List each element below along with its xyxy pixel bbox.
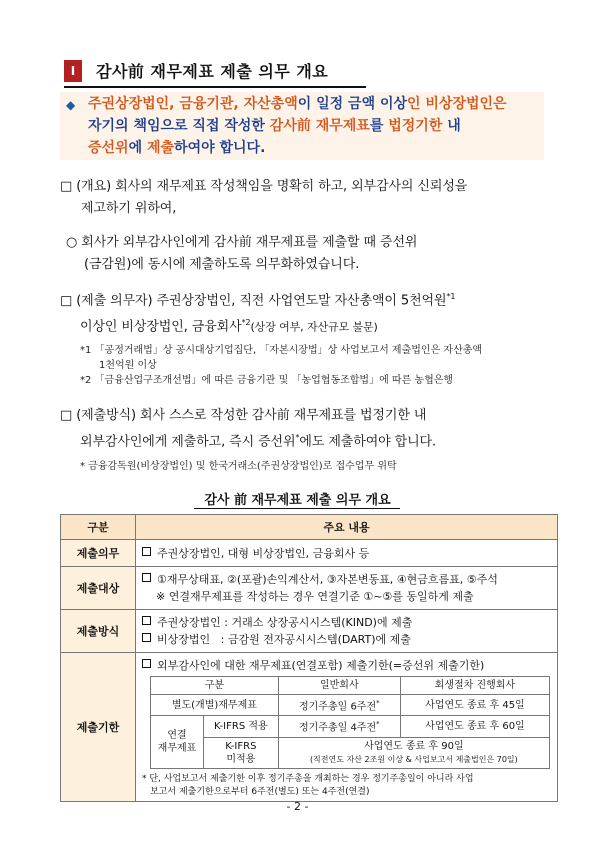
table-row xyxy=(61,540,558,567)
obligor-line: □ (제출 의무자) 주권상장법인, 직전 사업연도말 자산총액이 5천억원 xyxy=(60,293,447,309)
summary-segment: 인 비상장법인은 xyxy=(407,96,507,112)
row-category: 제출방식 xyxy=(61,610,136,653)
table-header-row xyxy=(61,515,558,540)
deadline-header-row xyxy=(151,677,550,695)
deadline-value: 정기주총일 4주전 xyxy=(298,722,377,734)
footnote-text: 1천억원 이상 xyxy=(99,360,157,371)
deadline-label xyxy=(204,737,279,768)
footnote-text: *2 「금융산업구조개선법」에 따른 금융기관 및 「농업협동조합법」에 따른 농협은행 xyxy=(80,375,454,386)
diamond-bullet-icon: ◆ xyxy=(66,98,76,112)
summary-segment: 를 xyxy=(369,118,389,134)
footnote-marker: *1 xyxy=(446,292,456,301)
row-text: 주권상장법인, 대형 비상장법인, 금융회사 등 xyxy=(157,546,370,560)
deadline-table xyxy=(150,676,550,769)
obligor-notes xyxy=(80,343,550,388)
footnote-marker: * xyxy=(376,699,380,707)
deadline-header: 일반회사 xyxy=(278,677,400,695)
deadline-rehab: 사업연도 종료 후 45일 xyxy=(400,695,549,716)
deadline-row xyxy=(151,716,550,737)
row-content xyxy=(136,653,558,802)
summary-segment: 내 xyxy=(442,118,461,134)
summary-table xyxy=(60,514,558,802)
deadline-rehab: 사업연도 종료 후 60일 xyxy=(400,716,549,737)
summary-segment: 에 xyxy=(128,140,147,156)
deadline-general xyxy=(278,716,400,737)
deadline-row xyxy=(151,695,550,716)
row-category: 제출기한 xyxy=(61,653,136,802)
deadline-row xyxy=(151,737,550,768)
checkbox-square-icon xyxy=(142,616,151,625)
section-title: 감사前 재무제표 제출 의무 개요 xyxy=(96,62,329,81)
deadline-group-text: 연결 xyxy=(167,729,187,741)
obligation-line: ○ 회사가 외부감사인에게 감사前 재무제표를 제출할 때 증선위 xyxy=(66,235,418,250)
checkbox-square-icon xyxy=(142,659,151,668)
deadline-label: K-IFRS 적용 xyxy=(204,716,279,737)
deadline-header: 구분 xyxy=(151,677,279,695)
table-row xyxy=(61,610,558,653)
deadline-general xyxy=(278,695,400,716)
page-number: - 2 - xyxy=(286,800,309,813)
row-category: 제출의무 xyxy=(61,540,136,567)
overview-line: 제고하기 위하여, xyxy=(81,201,177,216)
deadline-note: * 단, 사업보고서 제출기한 이후 정기주총을 개최하는 경우 정기주총일이 아니라 사업 xyxy=(142,773,474,784)
obligation-paragraph xyxy=(66,232,550,276)
method-line: □ (제출방식) 회사 스스로 작성한 감사前 재무제표를 법정기한 내 xyxy=(60,408,427,423)
deadline-subnote: (직전연도 자산 2조원 이상 & 사업보고서 제출법인은 70일) xyxy=(309,754,518,764)
footnote-marker: * xyxy=(295,433,300,442)
table-title: 감사 前 재무제표 제출 의무 개요 xyxy=(204,493,391,508)
row-content xyxy=(136,567,558,610)
deadline-label-text: K-IFRS xyxy=(225,740,257,752)
table-row xyxy=(61,653,558,802)
summary-segment: 이 일정 금액 이상 xyxy=(297,96,408,112)
overview-line: □ (개요) 회사의 재무제표 작성책임을 명확히 하고, 외부감사의 신뢰성을 xyxy=(60,179,468,194)
footnote-text: *1 「공정거래법」상 공시대상기업집단, 「자본시장법」상 사업보고서 제출법인은 자산총액 xyxy=(80,345,483,356)
obligor-line: (상장 여부, 자산규모 불문) xyxy=(250,320,378,334)
obligation-line: (금감원)에 동시에 제출하도록 의무화하였습니다. xyxy=(84,257,360,272)
method-line: 외부감사인에게 제출하고, 즉시 증선위 xyxy=(80,434,296,450)
footnote-marker: * xyxy=(376,720,380,729)
checkbox-square-icon xyxy=(142,547,151,556)
table-header-content: 주요 내용 xyxy=(136,515,558,540)
summary-segment: 법정기한 xyxy=(388,118,443,134)
summary-segment: 감사前 재무제표 xyxy=(269,118,370,134)
row-content xyxy=(136,610,558,653)
deadline-group-label xyxy=(151,716,204,768)
table-title-underline xyxy=(194,508,400,509)
row-text: 주권상장법인 : 거래소 상장공시시스템(KIND)에 제출 xyxy=(157,616,413,629)
summary-segment: 자기의 책임으로 직접 작성한 xyxy=(88,118,270,134)
section-underline xyxy=(64,86,366,88)
row-text: ※ 연결재무제표를 작성하는 경우 연결기준 ①~⑤를 동일하게 제출 xyxy=(156,590,474,603)
overview-paragraph xyxy=(60,176,550,220)
row-text: ①재무상태표, ②(포괄)손익계산서, ③자본변동표, ④현금흐름표, ⑤주석 xyxy=(157,573,498,586)
row-content xyxy=(136,540,558,567)
deadline-group-text: 재무제표 xyxy=(157,742,197,754)
deadline-header: 회생절차 진행회사 xyxy=(400,677,549,695)
method-line: 에도 제출하여야 합니다. xyxy=(299,434,437,450)
summary-segment: 증선위 xyxy=(88,140,129,156)
deadline-label: 별도(개별)재무제표 xyxy=(151,695,279,716)
deadline-value: 사업연도 종료 후 90일 xyxy=(364,740,464,752)
table-row xyxy=(61,567,558,610)
method-paragraph xyxy=(60,405,555,453)
section-number: Ⅰ xyxy=(64,60,82,82)
summary-segment: 주권상장법인, 금융기관, 자산총액 xyxy=(88,96,298,112)
footnote-marker: *2 xyxy=(241,318,251,328)
summary-segment: 하여야 합니다. xyxy=(174,140,266,156)
row-category: 제출대상 xyxy=(61,567,136,610)
checkbox-square-icon xyxy=(142,633,151,642)
checkbox-square-icon xyxy=(142,573,151,582)
deadline-value: 정기주총일 6주전 xyxy=(298,701,377,713)
deadline-note: 보고서 제출기한으로부터 6주전(별도) 또는 4주전(연결) xyxy=(150,786,370,797)
summary-segment: 제출 xyxy=(146,140,175,156)
row-text: 비상장법인 : 금감원 전자공시시스템(DART)에 제출 xyxy=(157,633,411,646)
summary-text xyxy=(88,93,543,159)
row-text: 외부감사인에 대한 재무제표(연결포함) 제출기한(=증선위 제출기한) xyxy=(157,659,485,672)
table-header-category: 구분 xyxy=(61,515,136,540)
obligor-line: 이상인 비상장법인, 금융회사 xyxy=(80,319,242,335)
obligor-paragraph xyxy=(60,286,555,339)
deadline-merged xyxy=(278,737,549,768)
method-note: * 금융감독원(비상장법인) 및 한국거래소(주권상장법인)로 접수업무 위탁 xyxy=(80,461,397,472)
deadline-label-text: 미적용 xyxy=(226,753,256,765)
